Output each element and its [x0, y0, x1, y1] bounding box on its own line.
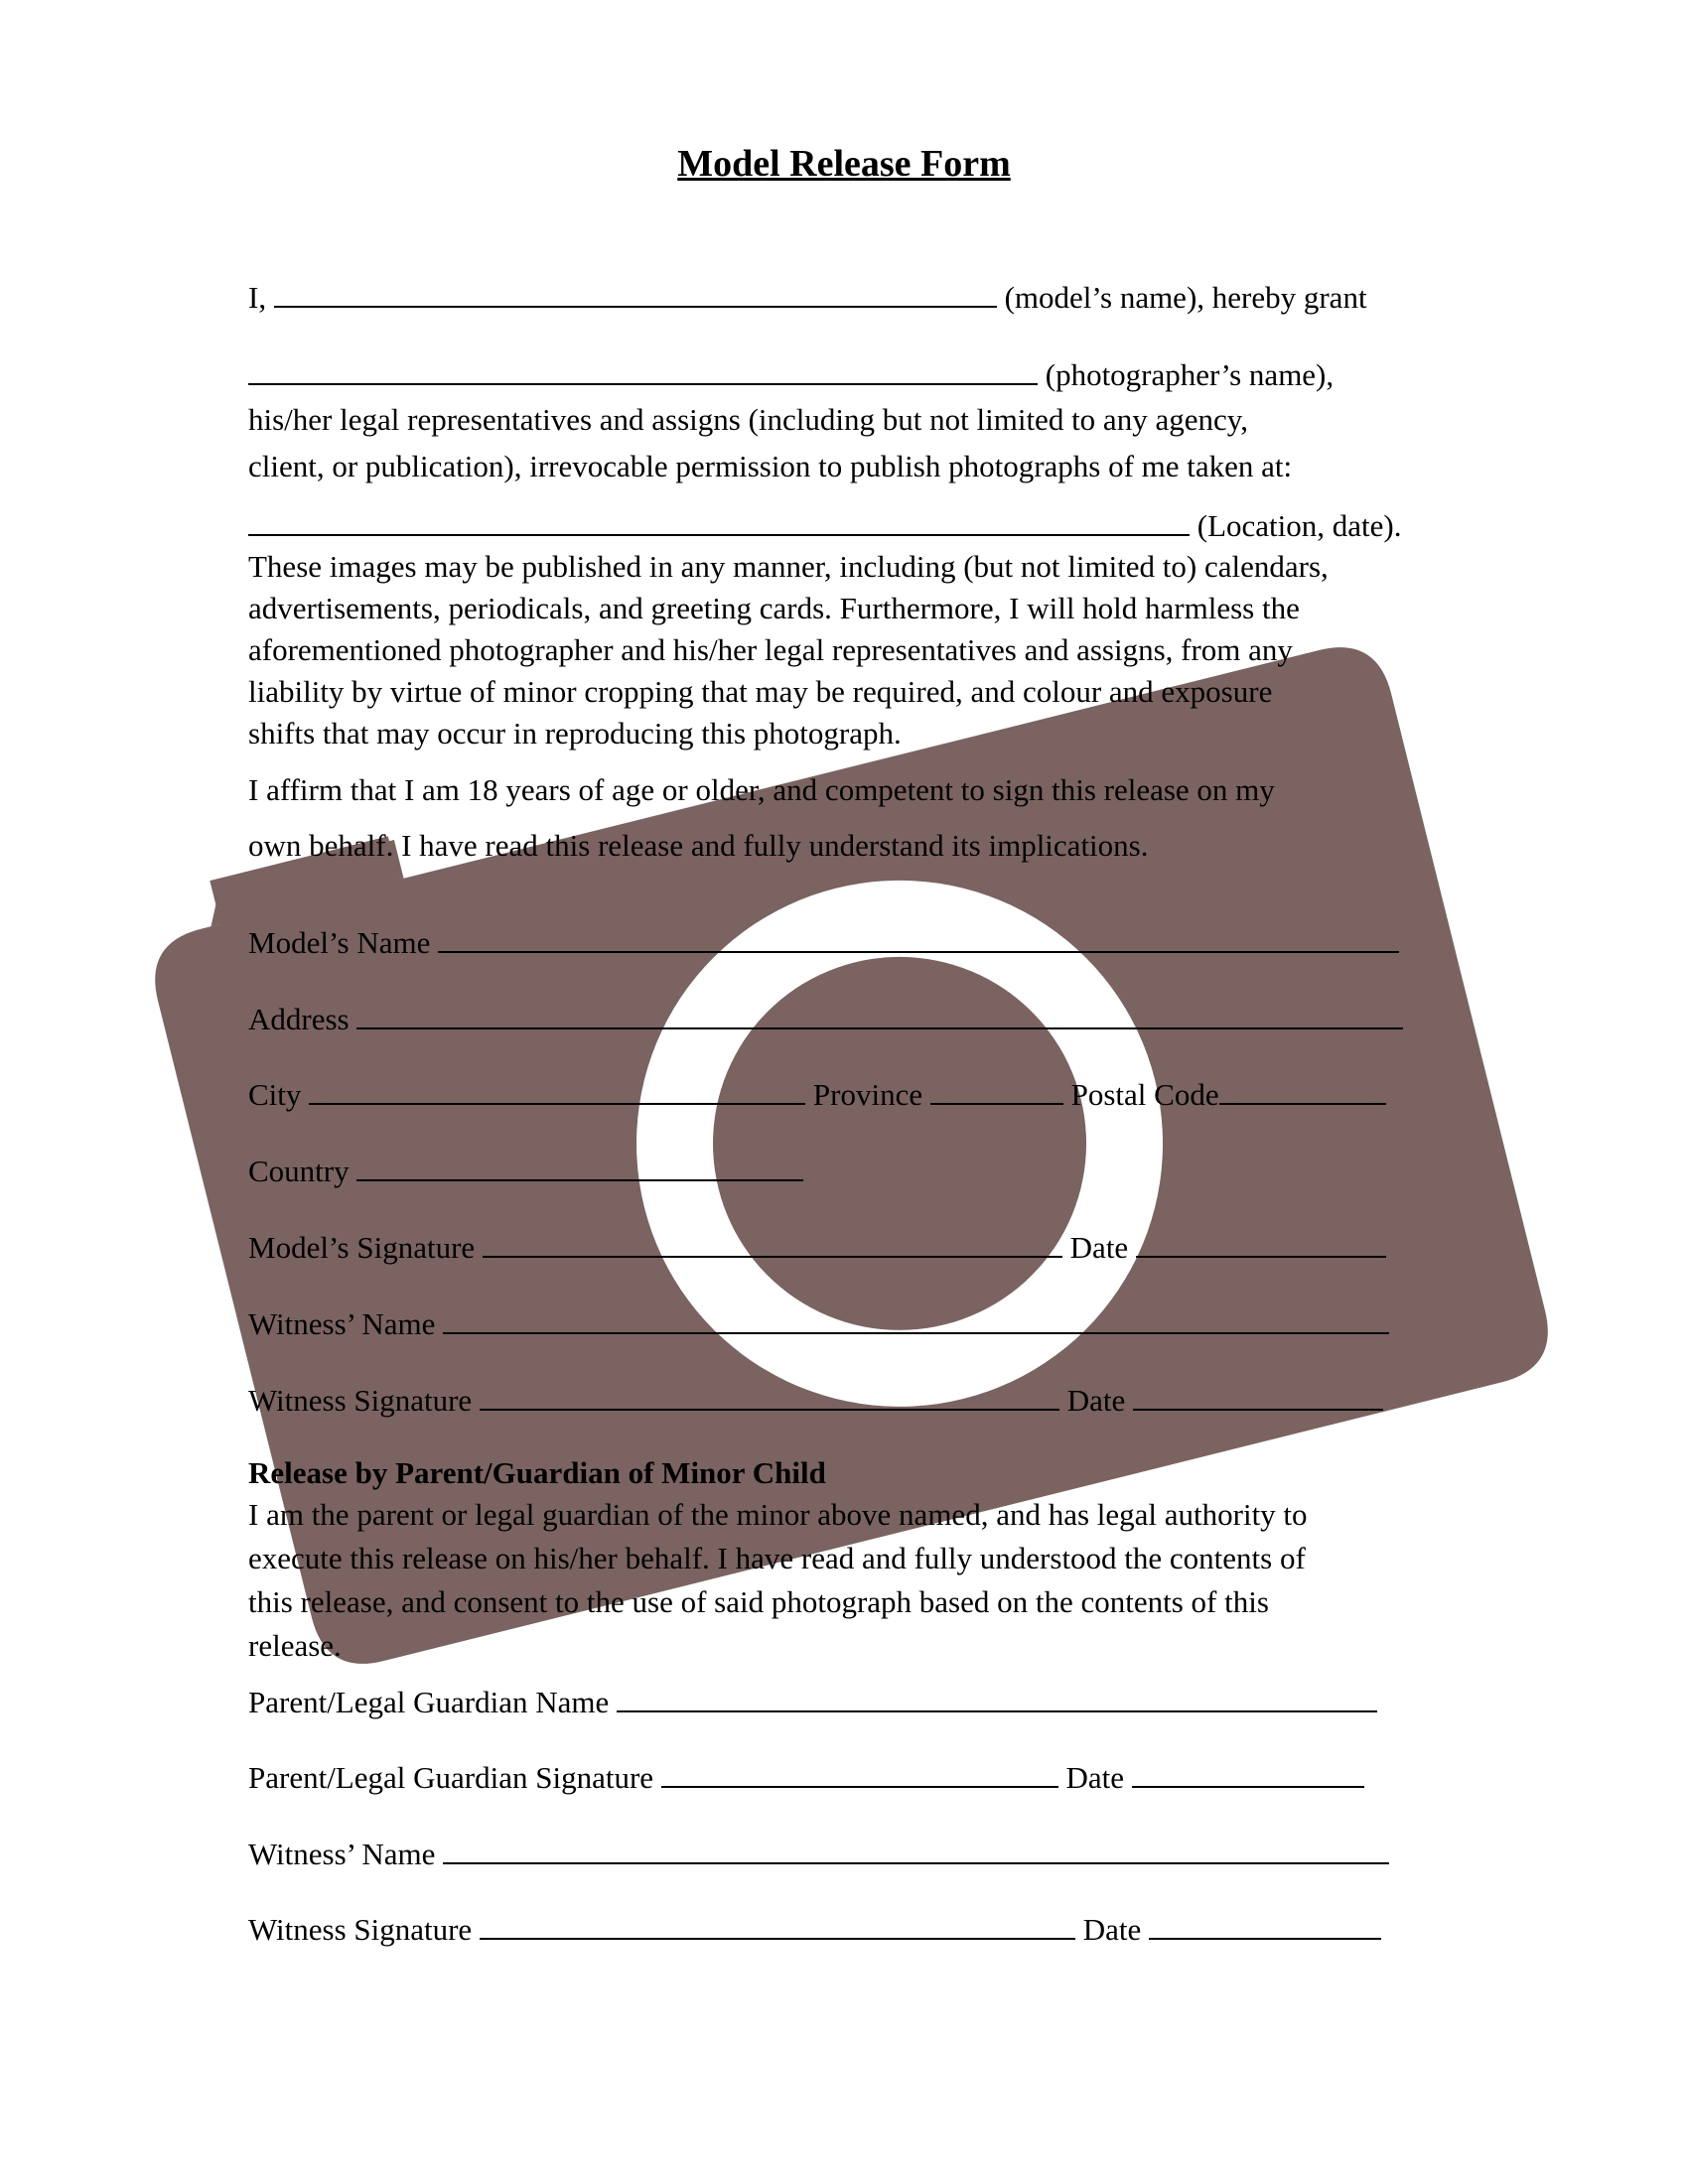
witness-name-label: Witness’ Name — [248, 1306, 436, 1341]
usage-line: aforementioned photographer and his/her legal representatives and assigns, from any — [248, 632, 1293, 667]
guardian-date-label: Date — [1065, 1760, 1125, 1795]
postal-code-field[interactable] — [1219, 1077, 1386, 1105]
model-name-row — [248, 925, 1399, 961]
page-title: Model Release Form — [677, 143, 1011, 185]
minor-section-heading: Release by Parent/Guardian of Minor Child — [248, 1455, 826, 1490]
minor-line: release. — [248, 1628, 342, 1663]
minor-witness-signature-label: Witness Signature — [248, 1912, 473, 1947]
model-signature-label: Model’s Signature — [248, 1230, 476, 1265]
model-name-suffix: (model’s name), hereby grant — [1004, 280, 1367, 315]
minor-line: execute this release on his/her behalf. I have read and fully understood the contents of — [248, 1541, 1306, 1575]
photographer-name-blank[interactable] — [248, 357, 1038, 385]
model-name-blank[interactable] — [274, 280, 997, 308]
address-row — [248, 1002, 1403, 1037]
usage-line: advertisements, periodicals, and greeting cards. Furthermore, I will hold harmless the — [248, 591, 1300, 625]
witness-signature-field[interactable] — [480, 1383, 1059, 1411]
model-signature-row — [248, 1230, 1386, 1266]
grant-line-5 — [248, 508, 1401, 544]
address-field[interactable] — [356, 1002, 1403, 1029]
grant-line-1 — [248, 280, 1367, 316]
model-name-label: Model’s Name — [248, 925, 431, 960]
model-name-field[interactable] — [438, 925, 1399, 953]
grant-line-3: his/her legal representatives and assigns (including but not limited to any agency, — [248, 402, 1248, 437]
minor-witness-name-row — [248, 1837, 1389, 1872]
location-date-suffix: (Location, date). — [1196, 508, 1402, 543]
minor-witness-name-label: Witness’ Name — [248, 1837, 436, 1871]
affirm-line-2: own behalf. I have read this release and fully understand its implications. — [248, 828, 1149, 863]
model-date-label: Date — [1069, 1230, 1129, 1265]
witness-signature-label: Witness Signature — [248, 1383, 473, 1418]
usage-line: liability by virtue of minor cropping that may be required, and colour and exposure — [248, 674, 1273, 709]
guardian-signature-label: Parent/Legal Guardian Signature — [248, 1760, 654, 1795]
minor-witness-date-label: Date — [1082, 1912, 1142, 1947]
guardian-name-label: Parent/Legal Guardian Name — [248, 1685, 610, 1719]
minor-witness-signature-field[interactable] — [480, 1912, 1075, 1940]
province-field[interactable] — [930, 1077, 1063, 1105]
country-label: Country — [248, 1154, 350, 1188]
guardian-name-row — [248, 1685, 1377, 1720]
address-label: Address — [248, 1002, 350, 1036]
minor-witness-date-field[interactable] — [1149, 1912, 1381, 1940]
postal-code-label: Postal Code — [1070, 1077, 1219, 1112]
grant-prefix: I, — [248, 280, 267, 315]
witness-name-row — [248, 1306, 1389, 1342]
model-signature-field[interactable] — [483, 1230, 1062, 1258]
city-label: City — [248, 1077, 302, 1112]
location-date-blank[interactable] — [248, 508, 1190, 536]
minor-witness-name-field[interactable] — [443, 1837, 1389, 1864]
guardian-signature-field[interactable] — [661, 1760, 1058, 1788]
city-row — [248, 1077, 1386, 1113]
country-field[interactable] — [356, 1154, 803, 1181]
model-date-field[interactable] — [1136, 1230, 1386, 1258]
guardian-signature-row — [248, 1760, 1364, 1796]
province-label: Province — [812, 1077, 923, 1112]
witness-name-field[interactable] — [443, 1306, 1389, 1334]
minor-paragraph — [248, 1493, 1308, 1668]
guardian-date-field[interactable] — [1132, 1760, 1364, 1788]
minor-line: this release, and consent to the use of said photograph based on the contents of this — [248, 1584, 1269, 1619]
minor-line: I am the parent or legal guardian of the minor above named, and has legal authority to — [248, 1497, 1308, 1532]
guardian-name-field[interactable] — [617, 1685, 1377, 1712]
usage-line: These images may be published in any manner, including (but not limited to) calendars, — [248, 549, 1329, 584]
witness-date-field[interactable] — [1133, 1383, 1383, 1411]
minor-witness-signature-row — [248, 1912, 1381, 1948]
usage-line: shifts that may occur in reproducing this photograph. — [248, 716, 902, 751]
affirm-line-1: I affirm that I am 18 years of age or older, and competent to sign this release on my — [248, 772, 1275, 807]
grant-line-4: client, or publication), irrevocable permission to publish photographs of me taken at: — [248, 449, 1293, 483]
witness-date-label: Date — [1066, 1383, 1126, 1418]
usage-paragraph — [248, 546, 1329, 754]
photographer-name-suffix: (photographer’s name), — [1045, 357, 1335, 392]
city-field[interactable] — [309, 1077, 805, 1105]
grant-line-2 — [248, 357, 1334, 393]
witness-signature-row — [248, 1383, 1383, 1419]
country-row — [248, 1154, 803, 1189]
